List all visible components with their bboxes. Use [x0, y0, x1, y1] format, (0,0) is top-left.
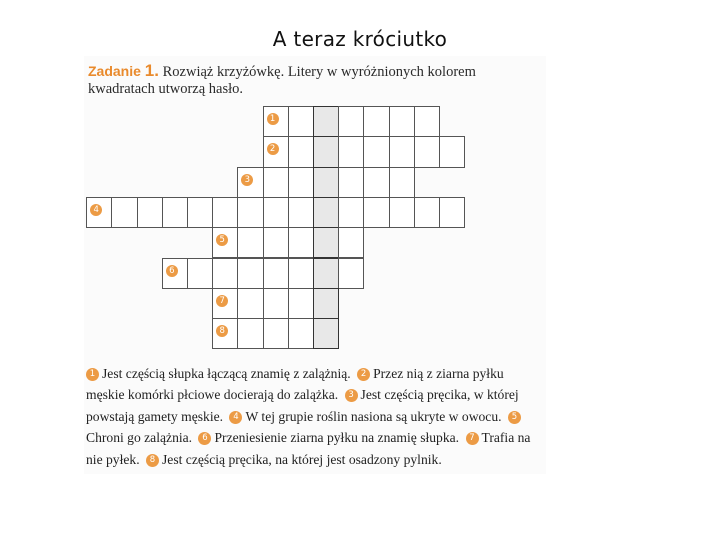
- clue-text: Jest częścią pręcika, w której powstają gamety męskie.: [86, 387, 519, 424]
- password-cell: [313, 318, 339, 349]
- crossword-cell: [288, 318, 314, 349]
- password-cell: [313, 197, 339, 228]
- task-label-word: Zadanie: [88, 63, 141, 79]
- clue-number-badge: 4: [229, 411, 242, 424]
- row-number-badge: 2: [267, 143, 279, 155]
- crossword-cell: [439, 197, 465, 228]
- crossword-cell: [263, 167, 289, 198]
- crossword-cell: [263, 318, 289, 349]
- crossword-cell: [288, 106, 314, 137]
- crossword-cell: [288, 197, 314, 228]
- task-instruction: [88, 62, 536, 98]
- crossword-cell: [237, 197, 263, 228]
- clue-text: Przeniesienie ziarna pyłku na znamię słupka.: [214, 430, 460, 446]
- clue-number-badge: 7: [466, 432, 479, 445]
- password-cell: [313, 227, 339, 258]
- crossword-cell: [187, 258, 213, 289]
- crossword-cell: [263, 258, 289, 289]
- crossword-cell: [237, 288, 263, 319]
- crossword-cell: [338, 167, 364, 198]
- password-cell: [313, 258, 339, 289]
- clue-number-badge: 8: [146, 454, 159, 467]
- crossword-cell: [212, 258, 238, 289]
- crossword-cell: [288, 227, 314, 258]
- clue-number-badge: 5: [508, 411, 521, 424]
- password-cell: [313, 288, 339, 319]
- crossword-cell: [338, 258, 364, 289]
- crossword-cell: [389, 167, 415, 198]
- crossword-cell: [338, 227, 364, 258]
- crossword-cell: [263, 288, 289, 319]
- crossword-cell: [389, 106, 415, 137]
- crossword-cell: [338, 136, 364, 167]
- crossword-cell: [237, 258, 263, 289]
- crossword-cell: [338, 106, 364, 137]
- row-number-badge: 8: [216, 325, 228, 337]
- crossword-cell: [237, 318, 263, 349]
- clue-text: W tej grupie roślin nasiona są ukryte w owocu.: [245, 408, 502, 424]
- clue-text: Chroni go zalążnia.: [86, 430, 193, 446]
- crossword-cell: [212, 197, 238, 228]
- clue-number-badge: 6: [198, 432, 211, 445]
- crossword-cell: [439, 136, 465, 167]
- password-cell: [313, 167, 339, 198]
- row-number-badge: 6: [166, 265, 178, 277]
- crossword-cell: [389, 136, 415, 167]
- crossword-cell: [162, 197, 188, 228]
- clues-list: [86, 363, 536, 470]
- crossword-cell: [288, 136, 314, 167]
- clue-number-badge: 2: [357, 368, 370, 381]
- crossword-cell: [414, 106, 440, 137]
- clue-text: Trafia na nie pyłek.: [86, 430, 531, 467]
- crossword-cell: [389, 197, 415, 228]
- password-cell: [313, 106, 339, 137]
- crossword-cell: [111, 197, 137, 228]
- row-number-badge: 3: [241, 174, 253, 186]
- crossword-cell: [363, 136, 389, 167]
- crossword-cell: [414, 136, 440, 167]
- crossword-cell: [137, 197, 163, 228]
- clue-number-badge: 1: [86, 368, 99, 381]
- clue-number-badge: 3: [345, 389, 358, 402]
- clue-text: Jest częścią pręcika, na której jest osadzony pylnik.: [162, 451, 442, 467]
- row-number-badge: 4: [90, 204, 102, 216]
- crossword-cell: [363, 197, 389, 228]
- row-number-badge: 5: [216, 234, 228, 246]
- crossword-cell: [288, 258, 314, 289]
- row-number-badge: 1: [267, 113, 279, 125]
- slide-title: A teraz króciutko: [272, 27, 448, 51]
- row-number-badge: 7: [216, 295, 228, 307]
- crossword-cell: [288, 167, 314, 198]
- task-text: Rozwiąż krzyżówkę. Litery w wyróżnionych kolorem kwadratach utworzą hasło.: [88, 64, 476, 97]
- crossword-cell: [338, 197, 364, 228]
- password-cell: [313, 136, 339, 167]
- crossword-cell: [237, 227, 263, 258]
- task-label-number: 1.: [144, 61, 159, 80]
- crossword-cell: [263, 197, 289, 228]
- crossword-cell: [288, 288, 314, 319]
- task-label: [88, 63, 159, 79]
- clue-text: Jest częścią słupka łączącą znamię z zalążnią.: [102, 366, 351, 381]
- crossword-cell: [187, 197, 213, 228]
- crossword-cell: [363, 167, 389, 198]
- crossword-cell: [263, 227, 289, 258]
- clue-text: Przez nią z ziarna pyłku męskie komórki płciowe docierają do zalążka.: [86, 366, 504, 403]
- crossword-cell: [363, 106, 389, 137]
- crossword-cell: [414, 197, 440, 228]
